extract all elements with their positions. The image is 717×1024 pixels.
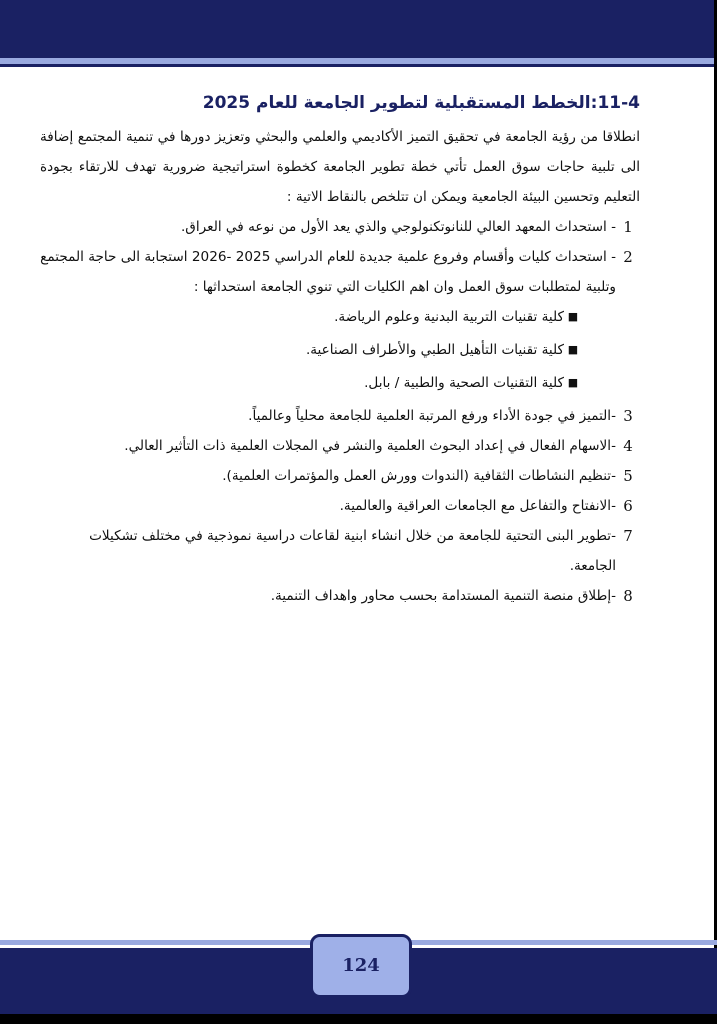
list-item: [40, 212, 640, 242]
header-stripe-thin: [0, 64, 717, 67]
bullet-icon: ■: [567, 376, 579, 389]
item-text: - استحداث كليات وأقسام وفروع علمية جديدة للعام الدراسي 2025 -2026 استجابة الى حاجة المجتمع وتلبية لمتطلبات سوق العمل وان اهم الكليات التي تنوي الجامعة استحداثها :: [40, 249, 616, 295]
item-number: 5: [623, 467, 633, 485]
list-item: [40, 521, 640, 581]
footer-edge: [0, 1014, 717, 1024]
item-number: 7: [623, 527, 633, 545]
intro-paragraph: انطلاقا من رؤية الجامعة في تحقيق التميز الأكاديمي والعلمي والبحثي وتعزيز دورها في تنمية المجتمع إضافة الى تلبية حاجات سوق العمل تأتي خطة تطوير الجامعة كخطوة استراتيجية ضرورية تهدف للارتقاء بجودة التعليم وتحسين البيئة الجامعية ويمكن ان تتلخص بالنقاط الاتية :: [40, 129, 640, 205]
item-text: - استحداث المعهد العالي للنانوتكنولوجي والذي يعد الأول من نوعه في العراق.: [180, 219, 616, 235]
sub-list-item: [40, 335, 640, 365]
list-item: [40, 461, 640, 491]
section-title: الخطط المستقبلية لتطوير الجامعة للعام 2025: [202, 93, 591, 113]
list-item: [40, 242, 640, 302]
sub-item-text: كلية تقنيات التربية البدنية وعلوم الرياضة.: [334, 309, 564, 325]
page-number: 124: [310, 934, 412, 998]
item-number: 4: [623, 437, 633, 455]
sub-item-text: كلية تقنيات التأهيل الطبي والأطراف الصناعية.: [305, 342, 564, 358]
item-number: 2: [623, 248, 633, 266]
item-text: -تطوير البنى التحتية للجامعة من خلال انشاء ابنية لقاعات دراسية نموذجية في مختلف تشكيلات الجامعة.: [89, 528, 616, 574]
item-number: 1: [623, 218, 633, 236]
list-item: [40, 491, 640, 521]
sub-list-item: [40, 302, 640, 332]
item-number: 6: [623, 497, 633, 515]
item-text: -الانفتاح والتفاعل مع الجامعات العراقية والعالمية.: [339, 498, 616, 514]
section-heading: [40, 88, 640, 118]
section-number: 11-4:: [590, 93, 640, 113]
list-item: [40, 401, 640, 431]
item-text: -الاسهام الفعال في إعداد البحوث العلمية والنشر في المجلات العلمية ذات التأثير العالي.: [124, 438, 616, 454]
page-content: [40, 88, 640, 611]
sub-item-text: كلية التقنيات الصحية والطبية / بابل.: [364, 375, 564, 391]
item-text: -التميز في جودة الأداء ورفع المرتبة العلمية للجامعة محلياً وعالمياً.: [248, 408, 616, 424]
item-number: 8: [623, 587, 633, 605]
header-band: [0, 0, 717, 58]
list-item: [40, 581, 640, 611]
list-item: [40, 431, 640, 461]
bullet-icon: ■: [567, 310, 579, 323]
sub-list-item: [40, 368, 640, 398]
item-text: -تنظيم النشاطات الثقافية (الندوات وورش العمل والمؤتمرات العلمية).: [222, 468, 616, 484]
bullet-icon: ■: [567, 343, 579, 356]
item-number: 3: [623, 407, 633, 425]
item-text: -إطلاق منصة التنمية المستدامة بحسب محاور واهداف التنمية.: [270, 588, 616, 604]
